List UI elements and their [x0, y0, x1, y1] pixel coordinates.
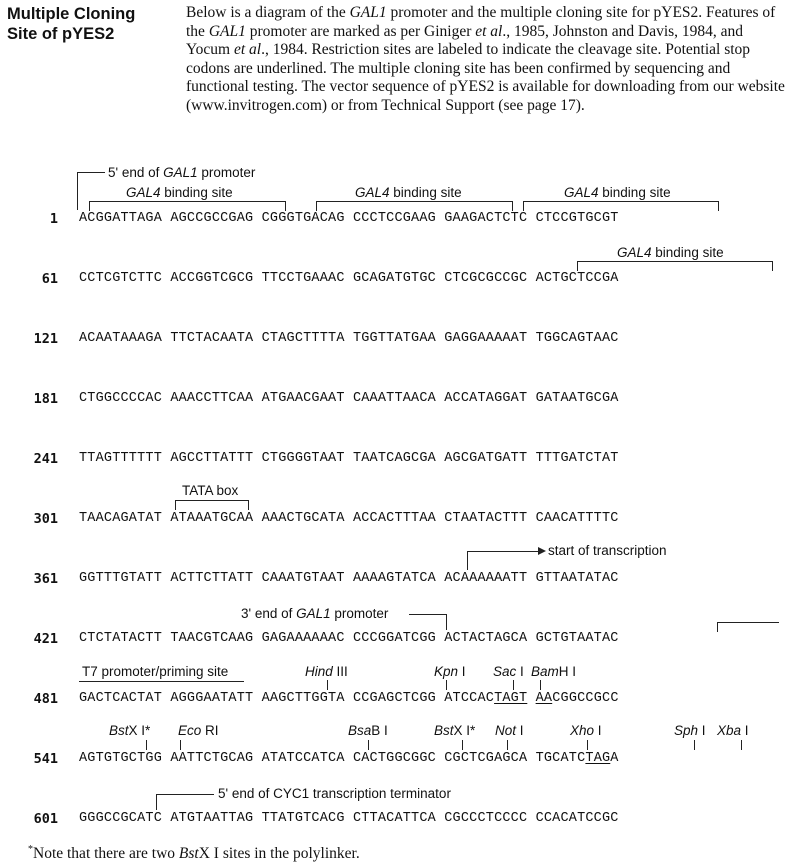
xbai-tick	[741, 740, 742, 750]
row-sequence: ACGGATTAGA AGCCGCCGAG CGGGTGACAG CCCTCCGAAG GAAGACTCTC CTCCGTGCGT	[79, 211, 619, 226]
tx-start-arrowhead	[538, 547, 546, 555]
intro-etal: et al	[233, 41, 262, 58]
row-sequence: GGTTTGTATT ACTTCTTATT CAAATGTAAT AAAAGTATCA ACAAAAAATT GTTAATATAC	[79, 571, 619, 586]
heading-line-1: Multiple Cloning	[7, 5, 136, 23]
ecori-label: Eco RI	[178, 723, 219, 738]
gal4-label-4: GAL4 binding site	[617, 245, 724, 260]
row-number: 61	[41, 271, 58, 287]
saci-label: Sac I	[493, 664, 524, 679]
intro-text: promoter and the multiple cloning site for pYES2. Features of the	[186, 4, 776, 40]
ecori-tick	[180, 740, 181, 750]
bamhi-label: BamH I	[531, 664, 577, 679]
intro-text: ., 1985, Johnston and Davis, 1984, and Yocum	[186, 22, 744, 58]
intro-etal: et al	[475, 22, 503, 40]
intro-text: Below is a diagram of the	[186, 4, 350, 21]
three-prime-tick	[446, 614, 447, 630]
row-sequence: CTCTATACTT TAACGTCAAG GAGAAAAAAC CCCGGATCGG ACTACTAGCA GCTGTAATAC	[79, 631, 619, 646]
gal1-five-prime-label: 5' end of GAL1 promoter	[108, 165, 256, 180]
bstxi-tick-1	[146, 740, 147, 750]
row-number: 1	[49, 211, 58, 227]
row-number: 541	[33, 751, 58, 767]
t7-top-line	[717, 622, 779, 623]
intro-gal1: GAL1	[208, 22, 246, 40]
hindiii-tick	[327, 680, 328, 690]
bstxi-label-2: BstX I*	[434, 723, 476, 738]
bstxi-label-1: BstX I*	[109, 723, 151, 738]
kpni-tick	[446, 680, 447, 690]
three-prime-leader	[409, 614, 446, 615]
section-heading	[7, 4, 172, 44]
stop-codon-underline: TAG	[585, 751, 611, 766]
row-number: 121	[33, 331, 58, 347]
xbai-label: Xba I	[717, 723, 749, 738]
row-sequence: TAACAGATAT ATAAATGCAA AAACTGCATA ACCACTTTAA CTAATACTTT CAACATTTTC	[79, 511, 619, 526]
row-sequence: TTAGTTTTTT AGCCTTATTT CTGGGGTAAT TAATCAGCGA AGCGATGATT TTTGATCTAT	[79, 451, 619, 466]
xhoi-tick	[587, 740, 588, 750]
intro-gal1: GAL1	[349, 4, 387, 21]
row-number: 601	[33, 811, 58, 827]
bamhi-tick	[540, 680, 541, 690]
xhoi-label: Xho I	[570, 723, 602, 738]
row-number: 301	[33, 511, 58, 527]
row-sequence: CCTCGTCTTC ACCGGTCGCG TTCCTGAAAC GCAGATGTGC CTCGCGCCGC ACTGCTCCGA	[79, 271, 619, 286]
tx-start-tick	[467, 551, 468, 570]
t7-top-tick	[717, 622, 718, 632]
tata-box-bracket	[175, 500, 249, 510]
start-transcription-label: start of transcription	[548, 543, 667, 558]
row-sequence: GGGCCGCATC ATGTAATTAG TTATGTCACG CTTACATTCA CGCCCTCCCC CCACATCCGC	[79, 811, 619, 826]
cyc1-leader	[156, 794, 214, 795]
cyc1-tick	[156, 794, 157, 810]
row-sequence: CTGGCCCCAC AAACCTTCAA ATGAACGAAT CAAATTAACA ACCATAGGAT GATAATGCGA	[79, 391, 619, 406]
noti-tick	[507, 740, 508, 750]
intro-text: ., 1984. Restriction sites are labeled to indicate the cleavage site. Potential stop codons are underlined. The multiple cloning site has been confirmed by sequencing and functional testing. The vector sequence of pYES2 is available for downloading from our website (www.invitrogen.com) or from Technical Support (see page 17).	[186, 41, 785, 114]
kpni-label: Kpn I	[434, 664, 466, 679]
intro-text: promoter are marked as per Giniger	[245, 22, 476, 40]
gal1-three-prime-label: 3' end of GAL1 promoter	[241, 606, 389, 621]
gal1-start-tick	[77, 172, 78, 210]
tata-box-label: TATA box	[182, 483, 239, 498]
bsabi-label: BsaB I	[348, 723, 388, 738]
footnote: *Note that there are two BstX I sites in the polylinker.	[28, 844, 360, 863]
row-number: 421	[33, 631, 58, 647]
t7-underline	[79, 681, 244, 682]
saci-tick	[513, 680, 514, 690]
heading-line-2: Site of pYES2	[7, 25, 115, 43]
stop-codon-underline: AA	[535, 691, 553, 706]
gal4-label-3: GAL4 binding site	[564, 185, 671, 200]
intro-paragraph	[186, 4, 786, 115]
row-sequence: GACTCACTAT AGGGAATATT AAGCTTGGTA CCGAGCTCGG ATCCACTAGT AACGGCCGCC	[79, 691, 619, 706]
gal4-label-1: GAL4 binding site	[126, 185, 233, 200]
gal1-start-leader	[77, 172, 105, 173]
tx-start-arrow-line	[467, 551, 539, 552]
bstxi-tick-2	[462, 740, 463, 750]
row-number: 241	[33, 451, 58, 467]
hindiii-label: Hind III	[305, 664, 348, 679]
row-sequence: AGTGTGCTGG AATTCTGCAG ATATCCATCA CACTGGCGGC CGCTCGAGCA TGCATCTAGA	[79, 751, 619, 766]
bsabi-tick	[368, 740, 369, 750]
gal4-label-2: GAL4 binding site	[355, 185, 462, 200]
row-number: 361	[33, 571, 58, 587]
sphi-tick	[694, 740, 695, 750]
row-number: 481	[33, 691, 58, 707]
sphi-label: Sph I	[674, 723, 706, 738]
row-sequence: ACAATAAAGA TTCTACAATA CTAGCTTTTA TGGTTATGAA GAGGAAAAAT TGGCAGTAAC	[79, 331, 619, 346]
noti-label: Not I	[495, 723, 524, 738]
cyc1-terminator-label: 5' end of CYC1 transcription terminator	[218, 786, 451, 801]
row-number: 181	[33, 391, 58, 407]
stop-codon-underline: TAGT	[494, 691, 528, 706]
t7-promoter-label: T7 promoter/priming site	[82, 664, 229, 679]
